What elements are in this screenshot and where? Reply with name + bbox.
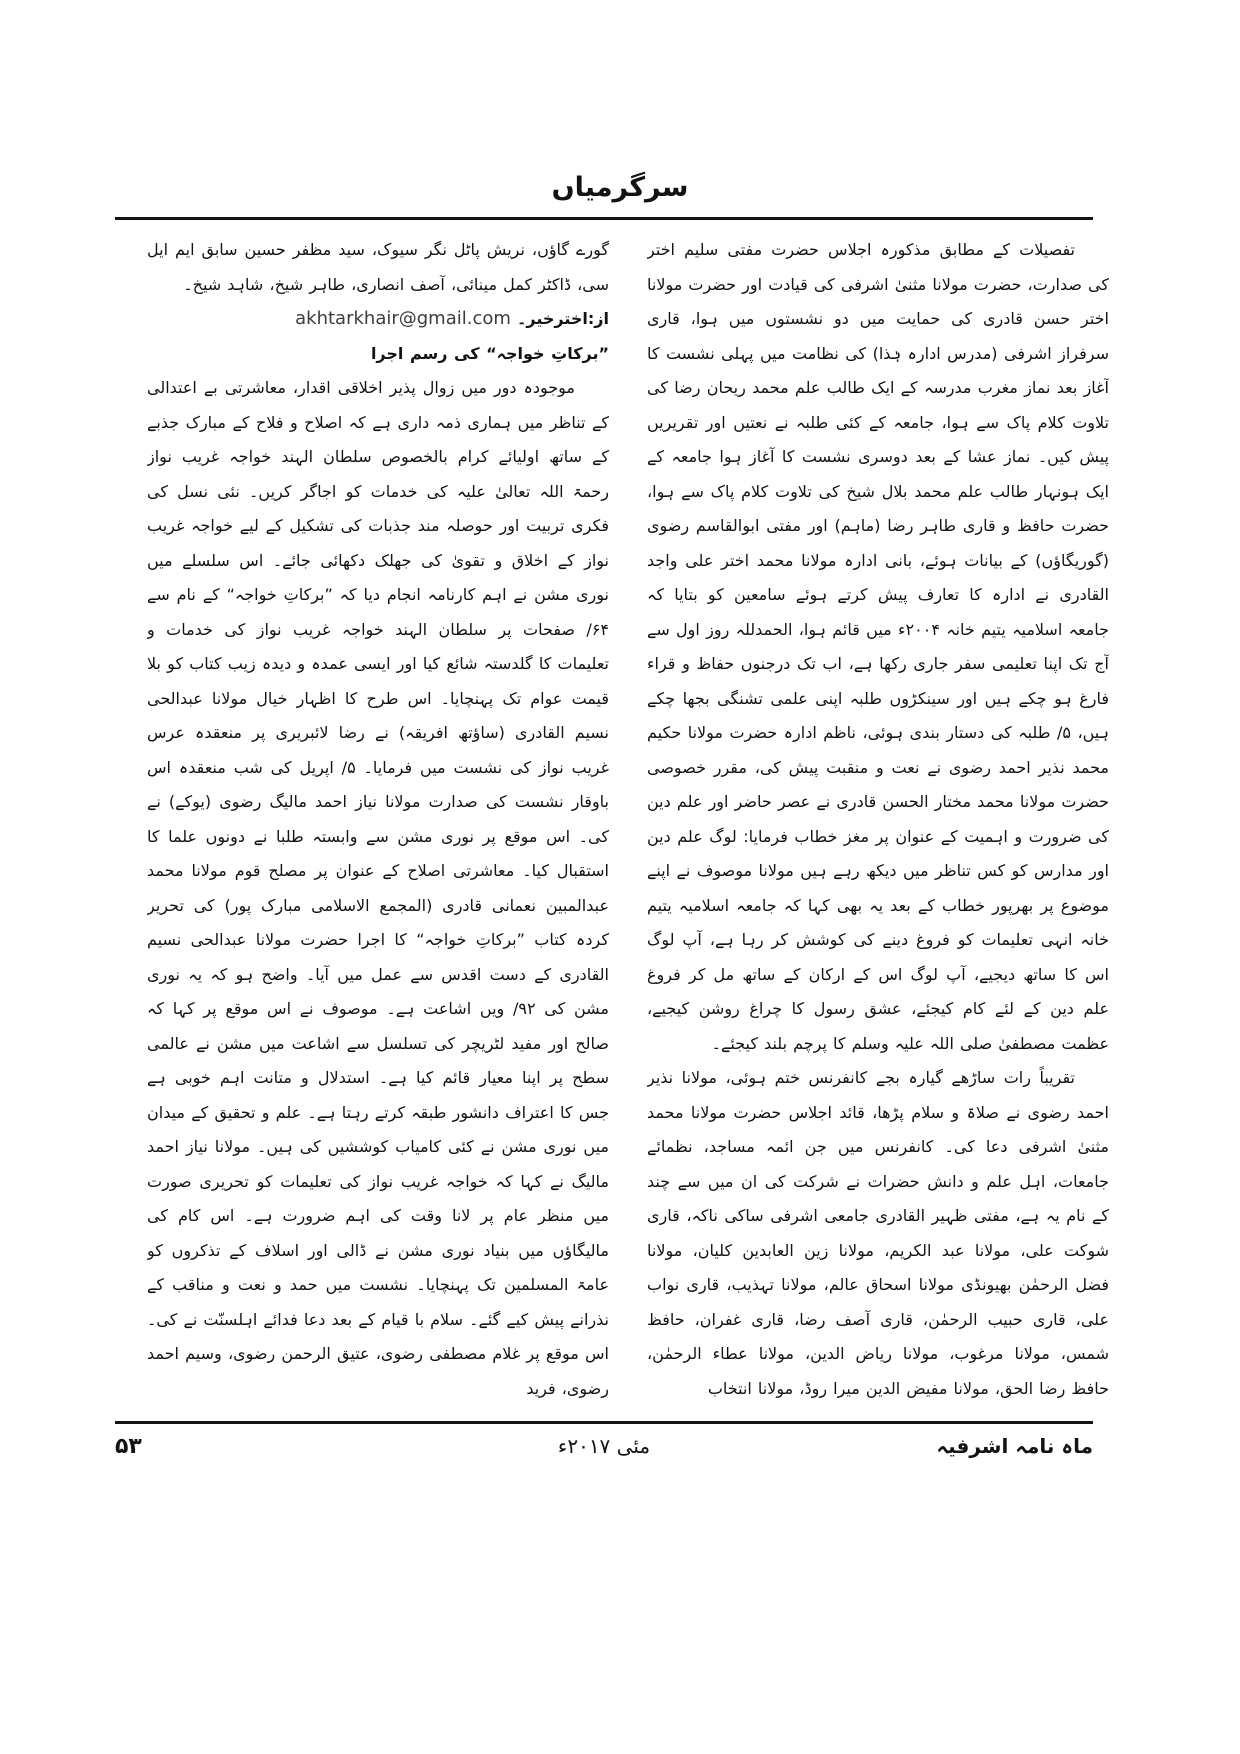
header-rule <box>115 217 1093 220</box>
article-heading: ”برکاتِ خواجہ“ کی رسم اجرا <box>370 343 609 363</box>
paragraph-continuation: گورے گاؤں، نریش پاٹل نگر سیوک، سید مظفر حسین سابق ایم ایل سی، ڈاکٹر کمل مینائی، آصف انصاری، طاہر شیخ، شاہد شیخ۔ <box>147 240 609 294</box>
paragraph: تفصیلات کے مطابق مذکورہ اجلاس حضرت مفتی سلیم اختر کی صدارت، حضرت مولانا مثنیٰ اشرفی کی قیادت اور حضرت مولانا اختر حسن قادری کی حمایت میں دو نشستوں میں ہوا، قاری سرفراز اشرفی (مدرس ادارہ ہٰذا) کی نظامت میں پہلی نشست کا آغاز بعد نماز مغرب مدرسہ کے ایک طالب علم محمد ریحان رضا کی تلاوت کلام پاک سے ہوا، جامعہ کے کئی طلبہ نے نعتیں اور تقریریں پیش کیں۔ نماز عشا کے بعد دوسری نشست کا آغاز ہوا جامعہ کے ایک ہونہار طالب علم محمد بلال شیخ کی تلاوت کلام پاک سے ہوا، حضرت حافظ و قاری طاہر رضا (ماہم) اور مفتی ابوالقاسم رضوی (گوریگاؤں) کے بیانات ہوئے، بانی ادارہ مولانا محمد اختر علی واجد القادری نے ادارہ کا تعارف پیش کرتے ہوئے سامعین کو بتایا کہ جامعہ اسلامیہ یتیم خانہ ۲۰۰۴ء میں قائم ہوا، الحمدللہ روز اول سے آج تک اپنا تعلیمی سفر جاری رکھا ہے، اب تک درجنوں حفاظ و قراء فارغ ہو چکے ہیں اور سینکڑوں طلبہ اپنی علمی تشنگی بجھا چکے ہیں، ۵/ طلبہ کی دستار بندی ہوئی، ناظم ادارہ حضرت مولانا حکیم محمد نذیر احمد رضوی نے نعت و منقبت پیش کی، مقرر خصوصی حضرت مولانا محمد مختار الحسن قادری نے عصر حاضر اور علم دین کی ضرورت و اہمیت کے عنوان پر مغز خطاب فرمایا: لوگ علم دین اور مدارس کو کس تناظر میں دیکھ رہے ہیں مولانا موصوف نے اپنے موضوع پر بھرپور خطاب کے بعد یہ بھی کہا کہ جامعہ اسلامیہ یتیم خانہ انہی تعلیمات کو فروغ دینے کی کوشش کر رہا ہے، آپ لوگ اس کا ساتھ دیجیے، آپ لوگ اس کے ارکان کے ساتھ مل کر فروغ علم دین کے لئے کام کیجئے، عشق رسول کا چراغ روشن کیجیے، عظمت مصطفیٰ صلی اللہ علیہ وسلم کا پرچم بلند کیجئے۔ <box>647 240 1109 1053</box>
paragraph: موجودہ دور میں زوال پذیر اخلاقی اقدار، معاشرتی بے اعتدالی کے تناظر میں ہماری ذمہ داری ہے کہ اصلاح و فلاح کے مبارک جذبے کے ساتھ اولیائے کرام بالخصوص سلطان الہند خواجہ غریب نواز رحمۃ اللہ تعالیٰ علیہ کی خدمات کو اجاگر کریں۔ نئی نسل کی فکری تربیت اور حوصلہ مند جذبات کی تشکیل کے لیے خواجہ غریب نواز کے اخلاق و تقویٰ کی جھلک دکھائی جائے۔ اس سلسلے میں نوری مشن نے اہم کارنامہ انجام دیا کہ ”برکاتِ خواجہ“ کے نام سے ۶۴/ صفحات پر سلطان الہند خواجہ غریب نواز کی خدمات و تعلیمات کا گلدستہ شائع کیا اور ایسی عمدہ و دیدہ زیب کتاب کو بلا قیمت عوام تک پہنچایا۔ اس طرح کا اظہار خیال مولانا عبدالحی نسیم القادری (ساؤتھ افریقہ) نے رضا لائبریری پر منعقدہ عرس غریب نواز کی نشست میں فرمایا۔ ۵/ اپریل کی شب منعقدہ اس باوقار نشست کی صدارت مولانا نیاز احمد مالیگ رضوی (یوکے) نے کی۔ اس موقع پر نوری مشن سے وابستہ طلبا نے دونوں علما کا استقبال کیا۔ معاشرتی اصلاح کے عنوان پر مصلح قوم مولانا محمد عبدالمبین نعمانی قادری (المجمع الاسلامی مبارک پور) کی تحریر کردہ کتاب ”برکاتِ خواجہ“ کا اجرا حضرت مولانا عبدالحی نسیم القادری کے دست اقدس سے عمل میں آیا۔ واضح ہو کہ یہ نوری مشن کی ۹۲/ ویں اشاعت ہے۔ موصوف نے اس موقع پر کہا کہ صالح اور مفید لٹریچر کی تسلسل سے اشاعت میں مشن نے عالمی سطح پر اپنا معیار قائم کیا ہے۔ استدلال و متانت اہم خوبی ہے جس کا اعتراف دانشور طبقہ کرتے رہتا ہے۔ علم و تحقیق کے میدان میں نوری مشن نے کئی کامیاب کوششیں کی ہیں۔ مولانا نیاز احمد مالیگ نے کہا کہ خواجہ غریب نواز کی تعلیمات کو تحریری صورت میں منظر عام پر لانا وقت کی اہم ضرورت ہے۔ اس کام کی مالیگاؤں میں بنیاد نوری مشن نے ڈالی اور اسلاف کے تذکروں کو عامۃ المسلمین تک پہنچایا۔ نشست میں حمد و نعت و مناقب کے نذرانے پیش کیے گئے۔ سلام با قیام کے بعد دعا فدائے اہلسنّت نے کی۔ اس موقع پر غلام مصطفی رضوی، عتیق الرحمن رضوی، وسیم احمد رضوی، فرید <box>147 378 609 1398</box>
footer <box>115 1434 1093 1459</box>
column-right <box>647 233 1109 1408</box>
footer-magazine-name: ماہ نامہ اشرفیہ <box>936 1434 1093 1458</box>
paragraph: تقریباً رات ساڑھے گیارہ بجے کانفرنس ختم ہوئی، مولانا نذیر احمد رضوی نے صلاۃ و سلام پڑھا، قائد اجلاس حضرت مولانا محمد مثنیٰ اشرفی دعا کی۔ کانفرنس میں جن ائمہ مساجد، نظمائے جامعات، اہل علم و دانش حضرات نے شرکت کی ان میں سے چند کے نام یہ ہے، مفتی ظہیر القادری جامعی اشرفی ساکی ناکہ، قاری شوکت علی، مولانا عبد الکریم، مولانا زین العابدین کلیان، مولانا فضل الرحمٰن بھیونڈی مولانا اسحاق عالم، مولانا تہذیب، قاری نواب علی، قاری حبیب الرحمٰن، قاری آصف رضا، قاری غفران، حافظ شمس، مولانا مرغوب، مولانا ریاض الدین، مولانا عطاء الرحمٰن، حافظ رضا الحق، مولانا مفیض الدین میرا روڈ، مولانا انتخاب <box>647 1068 1109 1398</box>
article-columns <box>147 233 1109 1408</box>
byline-email-text: akhtarkhair@gmail.com <box>295 308 511 329</box>
section-header-title: سرگرمیاں <box>551 172 689 203</box>
footer-rule <box>115 1421 1093 1424</box>
footer-page-number: ۵۳ <box>115 1434 142 1459</box>
byline-author-label: از:اخترخیر۔ <box>517 309 609 328</box>
footer-issue-date: مئی ۲۰۱۷ء <box>557 1434 651 1458</box>
byline <box>147 302 609 337</box>
column-left <box>147 233 609 1408</box>
